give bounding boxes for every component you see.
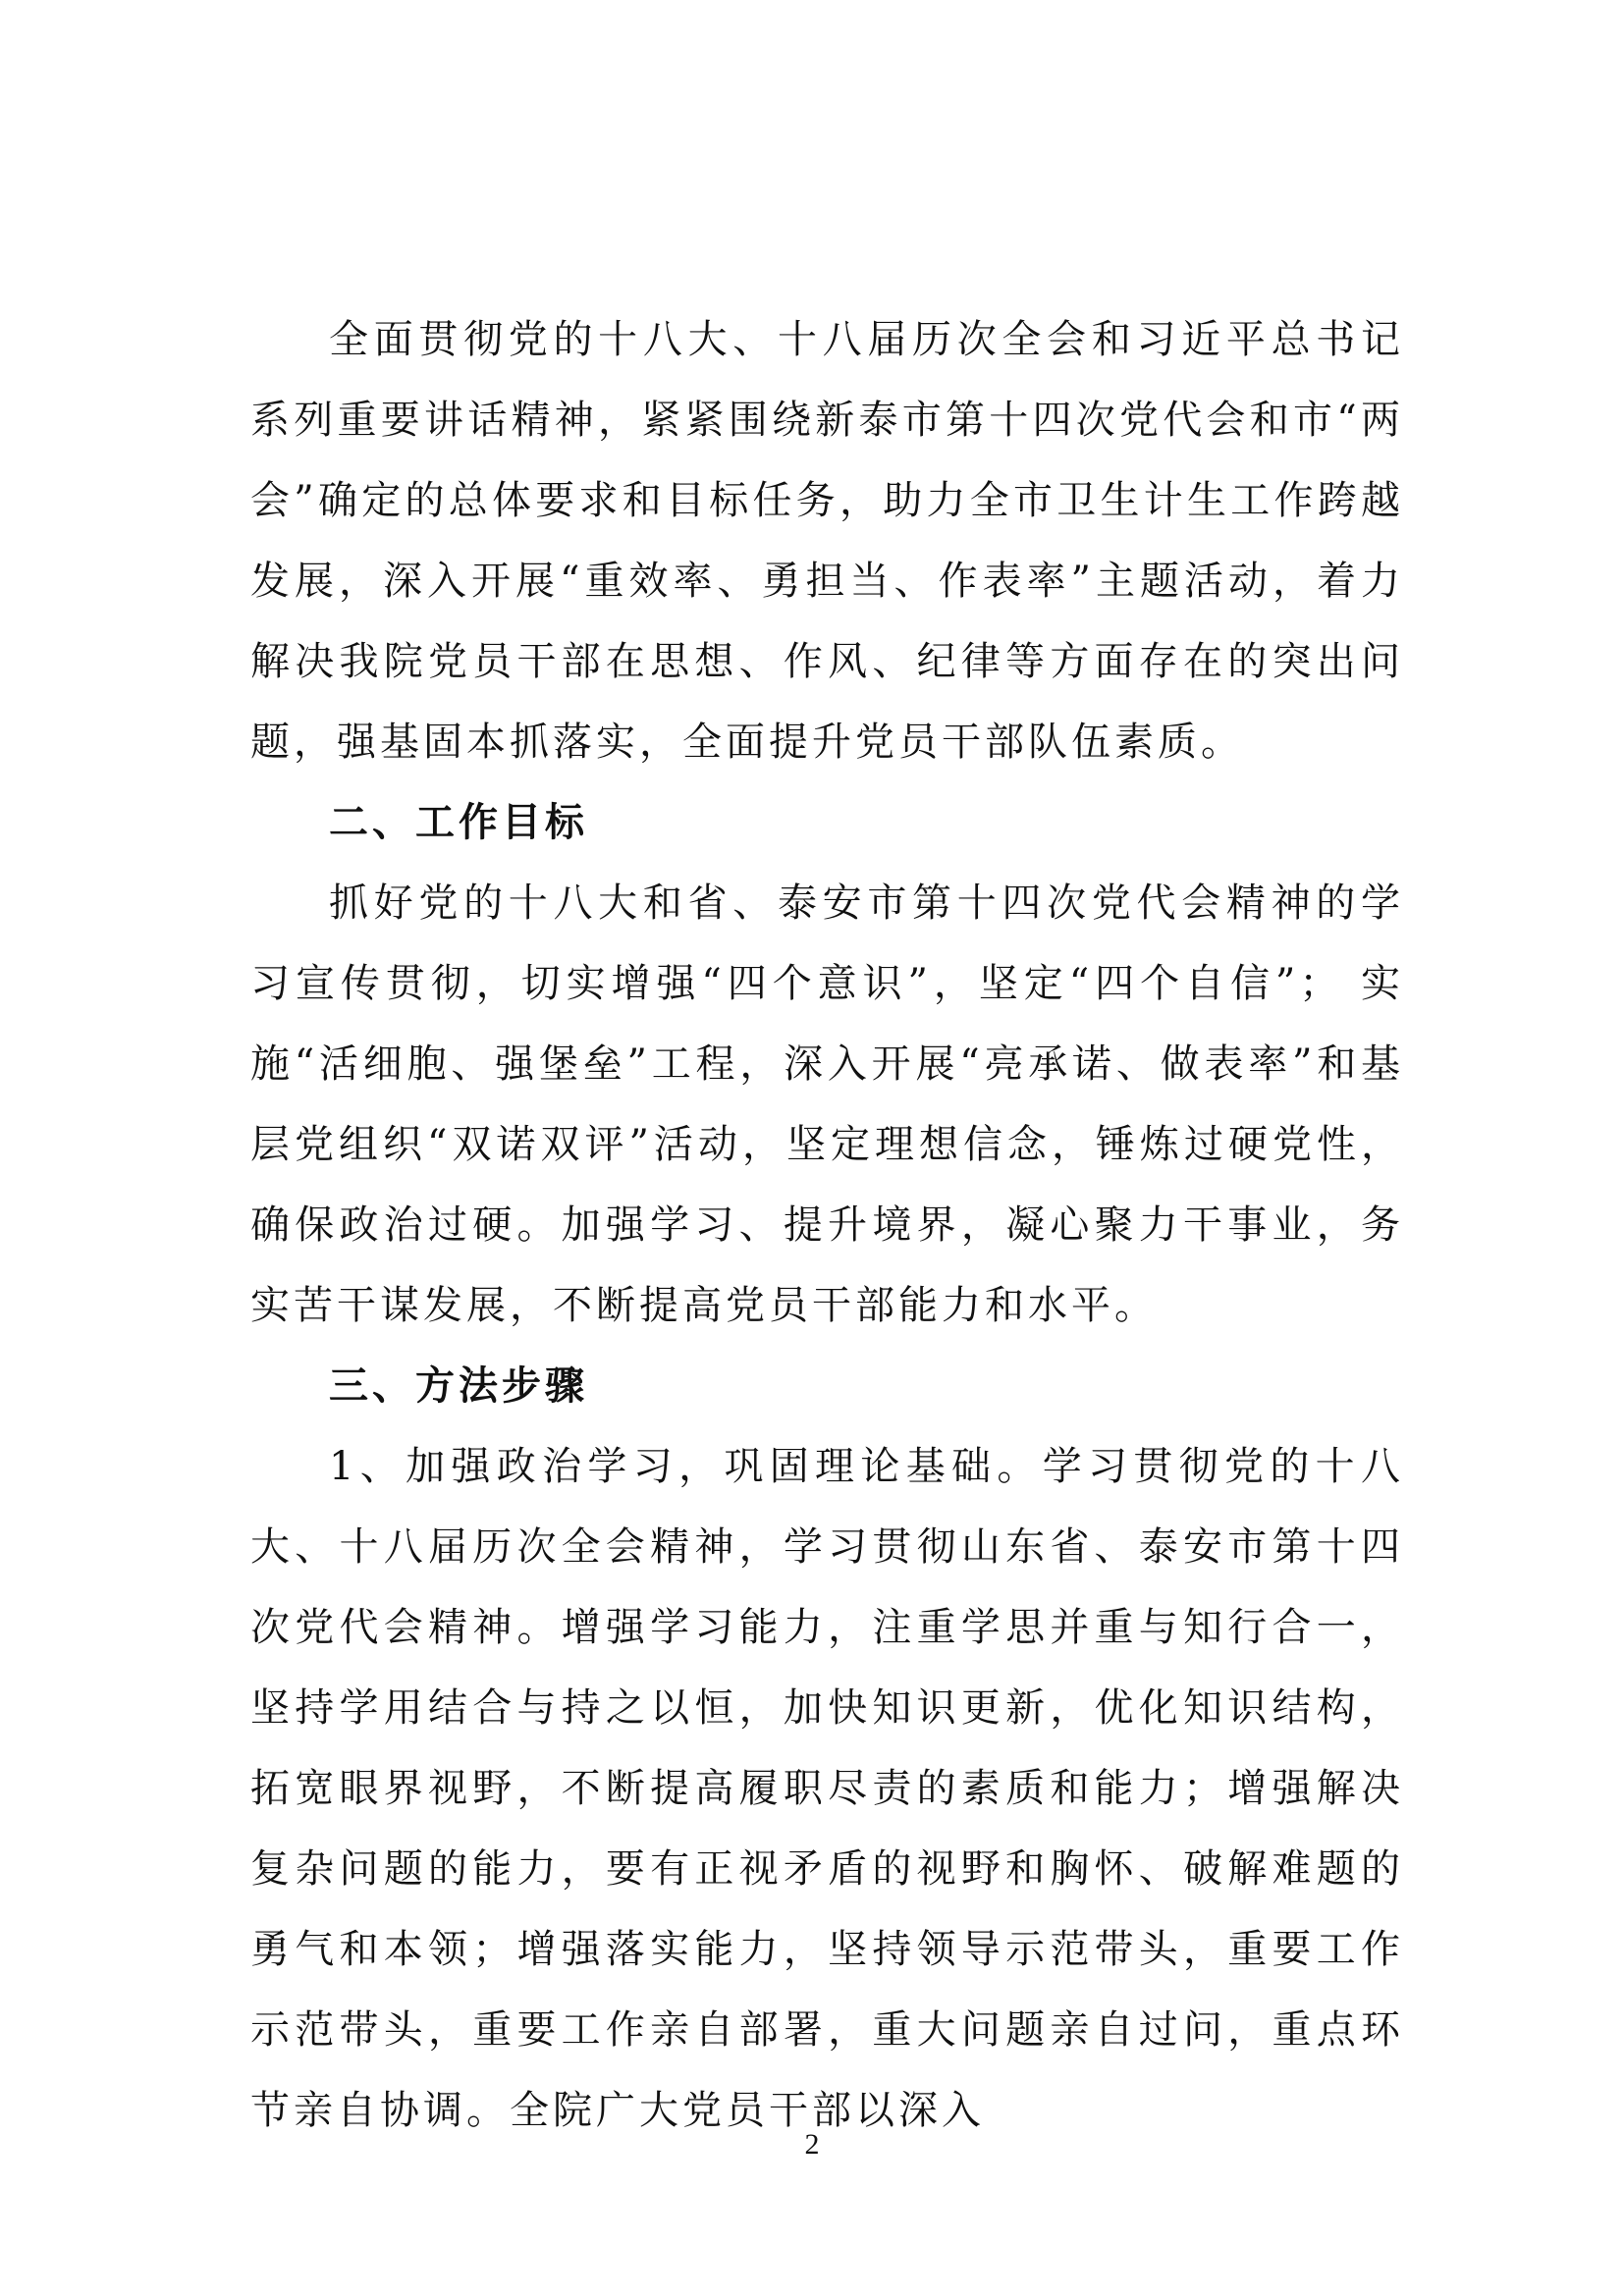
section-heading-methods-steps: 三、方法步骤 <box>329 1363 588 1409</box>
page-number: 2 <box>804 2128 820 2161</box>
paragraph-political-study: 1、加强政治学习，巩固理论基础。学习贯彻党的十八大、十八届历次全会精神，学习贯彻山东省、泰安市第十四次党代会精神。增强学习能力，注重学思并重与知行合一，坚持学用结合与持之以恒，加快知识更新，优化知识结构，拓宽眼界视野，不断提高履职尽责的素质和能力；增强解决复杂问题的能力，要有正视矛盾的视野和胸怀、破解难题的勇气和本领；增强落实能力，坚持领导示范带头，重要工作示范带头，重要工作亲自部署，重大问题亲自过问，重点环节亲自协调。全院广大党员干部以深入 <box>250 1444 1404 2133</box>
document-body <box>250 299 1404 2151</box>
paragraph-work-goals: 抓好党的十八大和省、泰安市第十四次党代会精神的学习宣传贯彻，切实增强“四个意识”，坚定“四个自信”； 实施“活细胞、强堡垒”工程，深入开展“亮承诺、做表率”和基层党组织“双诺双评”活动，坚定理想信念，锤炼过硬党性，确保政治过硬。加强学习、提升境界，凝心聚力干事业，务实苦干谋发展，不断提高党员干部能力和水平。 <box>250 881 1404 1328</box>
section-heading-work-goals: 二、工作目标 <box>329 800 588 845</box>
paragraph-guiding-ideology: 全面贯彻党的十八大、十八届历次全会和习近平总书记系列重要讲话精神，紧紧围绕新泰市第十四次党代会和市“两会”确定的总体要求和目标任务，助力全市卫生计生工作跨越发展，深入开展“重效率、勇担当、作表率”主题活动，着力解决我院党员干部在思想、作风、纪律等方面存在的突出问题，强基固本抓落实，全面提升党员干部队伍素质。 <box>250 317 1404 765</box>
